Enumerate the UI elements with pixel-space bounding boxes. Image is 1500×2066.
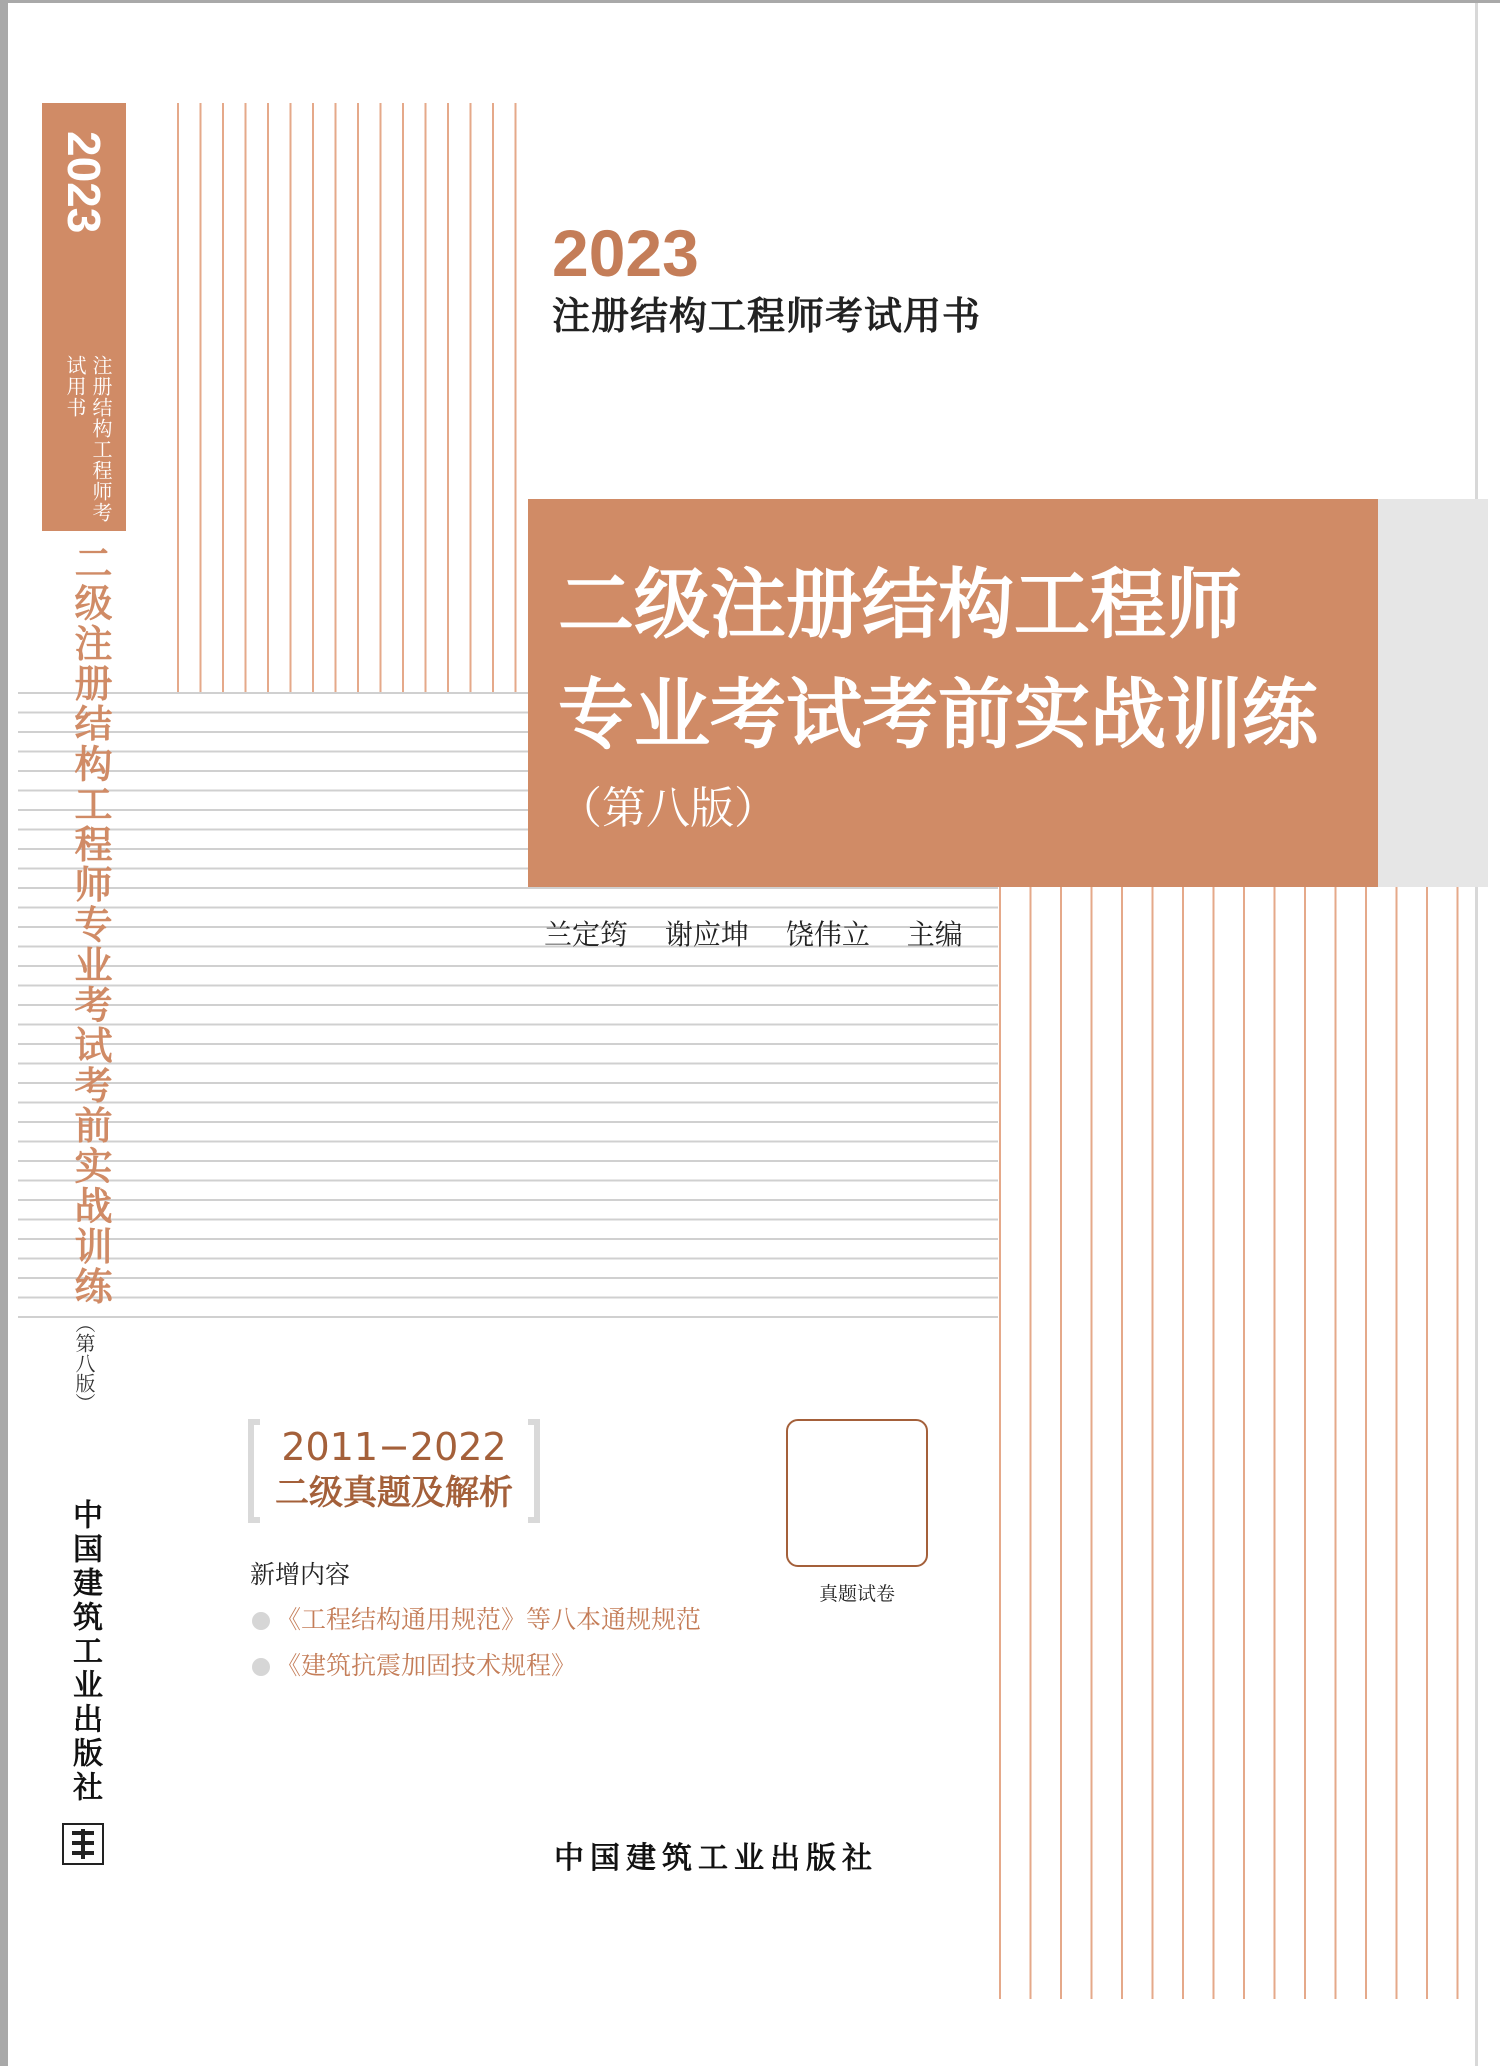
editors: [544, 915, 991, 955]
new-content-item: [252, 1649, 576, 1683]
series-label: 注册结构工程师考试用书: [552, 294, 982, 338]
title-line-2: 专业考试考前实战训练: [558, 670, 1318, 759]
page-edge: [1475, 3, 1500, 2066]
series-year: 2023: [552, 216, 699, 290]
publisher-name: 中国建筑工业出版社: [554, 1841, 878, 1876]
editor-name: 兰定筠: [544, 918, 629, 951]
title-side-block: [1378, 499, 1488, 887]
new-content-item-text: 《建筑抗震加固技术规程》: [276, 1651, 577, 1680]
editor-role: 主编: [906, 918, 963, 951]
spine-series-label: 注册结构工程师考试用书: [63, 355, 113, 523]
spine-publisher: 中国建筑工业出版社: [67, 1499, 102, 1805]
editor-name: 谢应坤: [664, 918, 749, 951]
bullet-dot-icon: [252, 1658, 270, 1676]
exam-paper-label: 真题试卷: [818, 1583, 895, 1605]
title-line-1: 二级注册结构工程师: [558, 560, 1242, 649]
years-subtitle: 二级真题及解析: [275, 1473, 513, 1513]
publisher-logo-icon: [62, 1823, 104, 1865]
title-edition: （第八版）: [558, 783, 778, 834]
spine-title: 二级注册结构工程师专业考试考前实战训练: [68, 543, 112, 1307]
bullet-dot-icon: [252, 1612, 270, 1630]
title-block: [528, 499, 1378, 887]
new-content-item: [252, 1603, 701, 1637]
editor-name: 饶伟立: [785, 918, 870, 951]
years-box: [248, 1419, 540, 1523]
spine-edition: （第八版）: [72, 1313, 96, 1413]
spine-year: 2023: [58, 131, 110, 234]
new-content-heading: 新增内容: [250, 1560, 351, 1589]
exam-paper-frame: [786, 1419, 928, 1567]
years-range: 2011−2022: [281, 1425, 507, 1469]
new-content-item-text: 《工程结构通用规范》等八本通规规范: [276, 1605, 702, 1634]
